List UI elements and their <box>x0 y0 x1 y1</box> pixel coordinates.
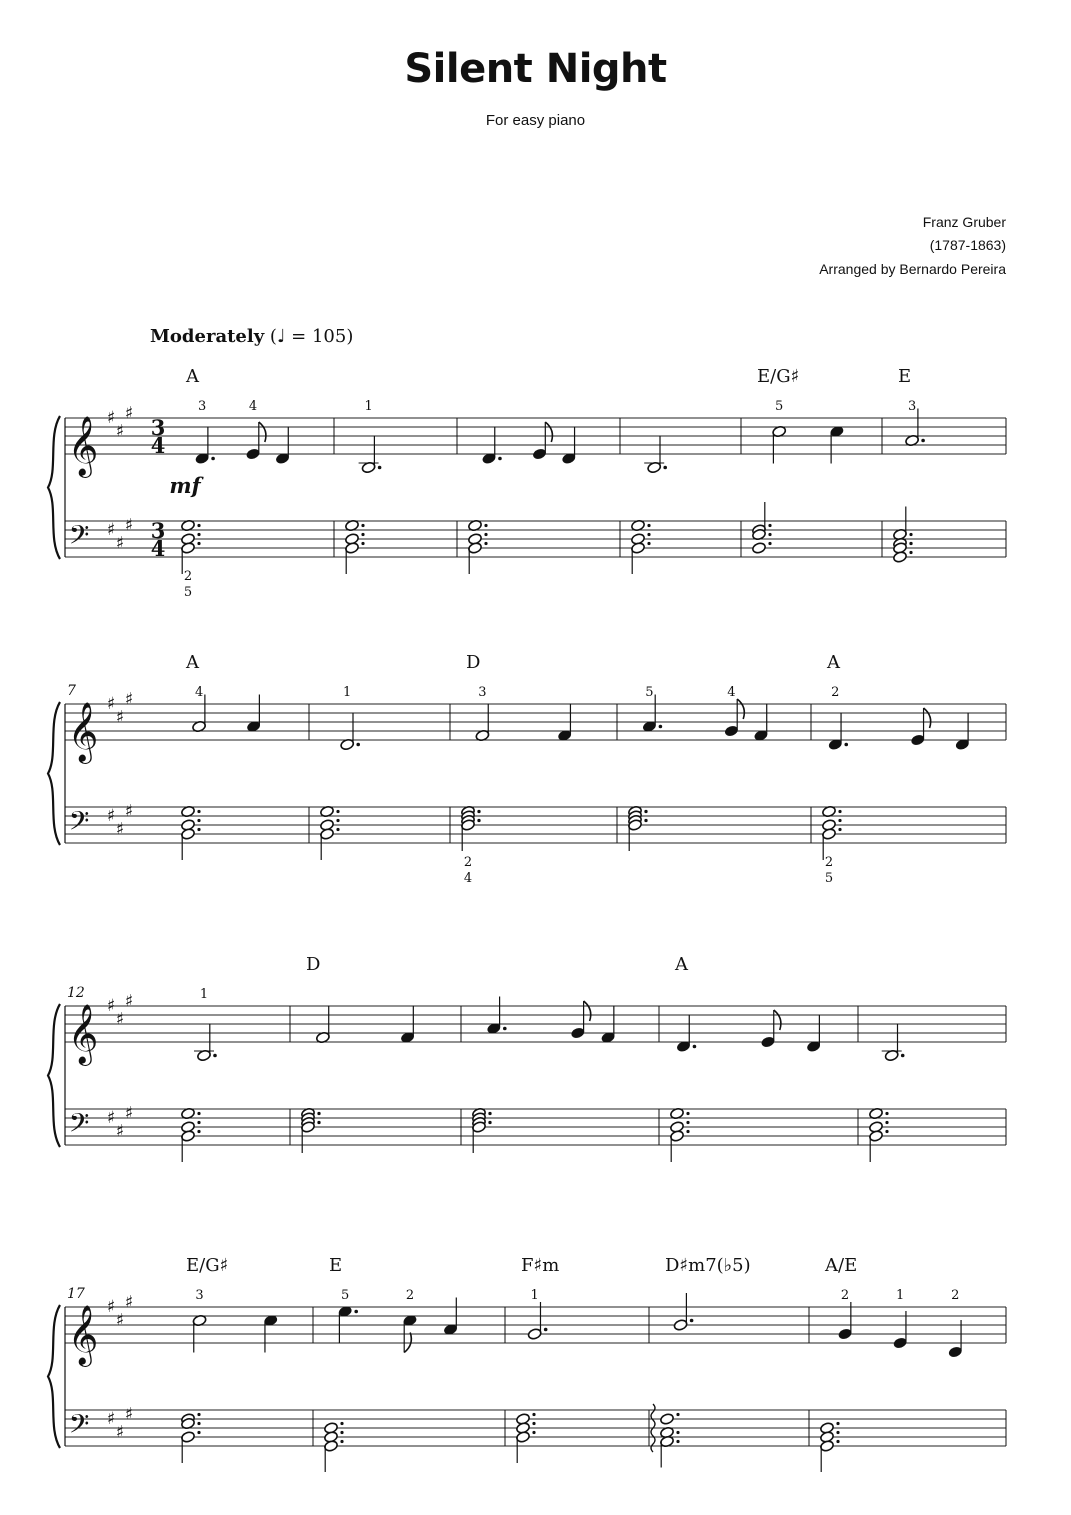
key-sharp-icon: ♯ <box>106 1409 116 1429</box>
dot <box>838 810 841 813</box>
dot <box>686 1121 689 1124</box>
time-signature-numerator: 3 <box>150 415 166 440</box>
dot <box>647 524 650 527</box>
key-sharp-icon: ♯ <box>106 996 116 1016</box>
dot <box>901 1054 905 1058</box>
chord-symbol: D <box>306 954 321 975</box>
chord-symbol: E/G♯ <box>186 1255 229 1276</box>
dot <box>498 457 502 461</box>
chord-symbol: A <box>675 954 688 975</box>
fingering-number: 1 <box>343 685 352 700</box>
bass-chord-note <box>468 542 483 555</box>
time-signature-denominator: 4 <box>150 536 166 561</box>
dot <box>647 542 650 545</box>
dot <box>768 542 771 545</box>
composer-name: Franz Gruber <box>922 214 1006 230</box>
measure-number: 12 <box>67 985 85 1001</box>
fingering-number: 2 <box>831 685 840 700</box>
fingering-number: 3 <box>197 399 207 414</box>
key-sharp-icon: ♯ <box>115 1121 125 1142</box>
dot <box>477 819 480 822</box>
bass-chord-note <box>181 828 196 841</box>
treble-note <box>527 1328 542 1341</box>
key-sharp-icon: ♯ <box>106 1297 116 1317</box>
bass-chord-note <box>345 542 360 555</box>
chord-symbol: A/E <box>825 1255 858 1276</box>
dot <box>909 542 912 545</box>
chord-symbol: E/G♯ <box>757 366 800 387</box>
dot <box>197 524 200 527</box>
dot <box>686 1130 689 1133</box>
dot <box>317 1112 320 1115</box>
key-sharp-icon: ♯ <box>115 1310 125 1331</box>
key-sharp-icon: ♯ <box>115 819 125 840</box>
key-sharp-icon: ♯ <box>124 403 134 424</box>
time-signature-denominator: 4 <box>150 433 166 458</box>
dot <box>488 1121 491 1124</box>
brace <box>48 1305 60 1448</box>
fingering-number: 3 <box>907 399 917 414</box>
key-sharp-icon: ♯ <box>106 520 116 540</box>
treble-note <box>570 1027 585 1040</box>
bass-chord-note <box>869 1130 884 1143</box>
dot <box>477 810 480 813</box>
bass-chord-note <box>631 542 646 555</box>
key-sharp-icon: ♯ <box>115 1422 125 1443</box>
eighth-flag <box>924 708 931 728</box>
lh-fingering-number: 5 <box>824 871 834 886</box>
dot <box>211 457 215 461</box>
dynamic-marking: mf <box>169 473 201 498</box>
dot <box>690 1319 694 1323</box>
treble-clef-icon: 𝄞 <box>67 1305 99 1365</box>
fingering-number: 5 <box>645 685 654 700</box>
dot <box>659 725 663 729</box>
dot <box>361 533 364 536</box>
chord-symbol: A <box>186 652 199 673</box>
fingering-number: 2 <box>840 1288 850 1303</box>
lh-fingering-number: 2 <box>824 855 834 870</box>
chord-symbol: D <box>466 652 481 673</box>
treble-note <box>724 725 739 738</box>
bass-clef-icon: 𝄢 <box>68 518 90 557</box>
chord-symbol: F♯m <box>521 1255 560 1276</box>
eighth-flag <box>737 699 744 719</box>
dot <box>197 542 200 545</box>
dot <box>213 1054 217 1058</box>
dot <box>484 533 487 536</box>
dot <box>197 1422 200 1425</box>
key-sharp-icon: ♯ <box>115 707 125 728</box>
dot <box>356 743 360 747</box>
eighth-flag <box>545 422 552 442</box>
dot <box>885 1130 888 1133</box>
bass-chord-note <box>752 542 767 555</box>
key-sharp-icon: ♯ <box>124 1404 134 1425</box>
bass-chord-note <box>181 1130 196 1143</box>
treble-clef-icon: 𝄞 <box>67 416 99 476</box>
dot <box>885 1112 888 1115</box>
dot <box>361 542 364 545</box>
dot <box>676 1440 679 1443</box>
dot <box>768 533 771 536</box>
key-sharp-icon: ♯ <box>106 1108 116 1128</box>
dot <box>544 1328 548 1332</box>
dot <box>836 1440 839 1443</box>
dot <box>378 466 382 470</box>
bass-chord-note <box>670 1130 685 1143</box>
chord-symbol: E <box>329 1255 343 1276</box>
composer-dates: (1787-1863) <box>929 237 1006 253</box>
key-sharp-icon: ♯ <box>124 1103 134 1124</box>
chord-symbol: D♯m7(♭5) <box>665 1255 751 1276</box>
treble-note <box>761 1036 776 1049</box>
measure-number: 7 <box>67 683 76 699</box>
dot <box>836 1431 839 1434</box>
dot <box>532 1413 535 1416</box>
page-subtitle: For easy piano <box>485 112 586 129</box>
key-sharp-icon: ♯ <box>106 408 116 428</box>
bass-staff <box>65 1407 1006 1446</box>
dot <box>844 743 848 747</box>
dot <box>354 1310 358 1314</box>
fingering-number: 1 <box>530 1288 539 1303</box>
key-sharp-icon: ♯ <box>124 1292 134 1313</box>
dot <box>532 1422 535 1425</box>
dot <box>768 524 771 527</box>
key-sharp-icon: ♯ <box>106 694 116 714</box>
dot <box>336 810 339 813</box>
key-sharp-icon: ♯ <box>115 421 125 442</box>
tempo-bpm: 105 <box>311 326 347 347</box>
chord-symbol: A <box>186 366 199 387</box>
key-sharp-icon: ♯ <box>106 806 116 826</box>
treble-note <box>838 1328 853 1341</box>
treble-clef-icon: 𝄞 <box>67 702 99 762</box>
treble-note <box>893 1337 908 1350</box>
dot <box>336 819 339 822</box>
dot <box>909 551 912 554</box>
dot <box>197 819 200 822</box>
dot <box>644 819 647 822</box>
treble-staff <box>65 704 1006 740</box>
dot <box>197 1431 200 1434</box>
key-sharp-icon: ♯ <box>115 1009 125 1030</box>
bass-chord-note <box>516 1431 531 1444</box>
fingering-number: 1 <box>364 399 373 414</box>
fingering-number: 1 <box>896 1288 905 1303</box>
bass-chord-note <box>822 828 837 841</box>
page-title: Silent Night <box>404 46 667 92</box>
lh-fingering-number: 2 <box>183 569 193 584</box>
dot <box>484 524 487 527</box>
bass-staff <box>65 518 1006 557</box>
dot <box>838 819 841 822</box>
dot <box>340 1422 343 1425</box>
bass-chord-note <box>181 1431 196 1444</box>
treble-note <box>673 1319 688 1332</box>
key-sharp-icon: ♯ <box>124 515 134 536</box>
treble-note <box>532 448 547 461</box>
treble-note <box>910 734 925 747</box>
dot <box>693 1045 697 1049</box>
tempo-word: Moderately <box>150 326 265 347</box>
fingering-number: 3 <box>478 685 487 700</box>
key-sharp-icon: ♯ <box>124 689 134 710</box>
eighth-flag <box>584 1001 591 1021</box>
dot <box>909 533 912 536</box>
dot <box>197 1413 200 1416</box>
dot <box>921 439 925 443</box>
dot <box>532 1431 535 1434</box>
dot <box>838 828 841 831</box>
dot <box>340 1431 343 1434</box>
dot <box>197 828 200 831</box>
dot <box>484 542 487 545</box>
bass-staff <box>65 804 1006 843</box>
bass-chord-note <box>893 551 908 564</box>
eighth-flag <box>774 1010 781 1030</box>
bass-staff <box>65 1106 1006 1145</box>
dot <box>885 1121 888 1124</box>
dot <box>644 810 647 813</box>
fingering-number: 3 <box>195 1288 204 1303</box>
bass-chord-note <box>324 1440 339 1453</box>
brace <box>48 1004 60 1147</box>
treble-note <box>246 448 261 461</box>
fingering-number: 1 <box>199 987 209 1002</box>
dot <box>340 1440 343 1443</box>
dot <box>361 524 364 527</box>
chord-symbol: E <box>898 366 912 387</box>
dot <box>686 1112 689 1115</box>
dot <box>197 1121 200 1124</box>
dot <box>197 533 200 536</box>
dot <box>503 1027 507 1031</box>
brace <box>48 416 60 559</box>
bass-chord-note <box>660 1413 675 1426</box>
fingering-number: 5 <box>341 1288 350 1303</box>
dot <box>197 1112 200 1115</box>
fingering-number: 5 <box>775 399 784 414</box>
lh-fingering-number: 5 <box>183 585 193 600</box>
bass-chord-note <box>820 1440 835 1453</box>
fingering-number: 2 <box>951 1288 960 1303</box>
treble-staff <box>65 1006 1006 1042</box>
key-sharp-icon: ♯ <box>124 801 134 822</box>
quarter-note-icon: ♩ <box>276 326 286 347</box>
dot <box>336 828 339 831</box>
bass-chord-note <box>320 828 335 841</box>
arranger-credit: Arranged by Bernardo Pereira <box>819 261 1006 277</box>
dot <box>676 1413 679 1416</box>
dot <box>197 1130 200 1133</box>
bass-clef-icon: 𝄢 <box>68 804 90 843</box>
fingering-number: 4 <box>194 685 204 700</box>
dot <box>197 810 200 813</box>
fingering-number: 4 <box>248 399 258 414</box>
time-signature-numerator: 3 <box>150 518 166 543</box>
dot <box>663 466 667 470</box>
fingering-number: 4 <box>727 685 736 700</box>
bass-chord-note <box>181 542 196 555</box>
lh-fingering-number: 4 <box>463 871 473 886</box>
bass-clef-icon: 𝄢 <box>68 1106 90 1145</box>
bass-clef-icon: 𝄢 <box>68 1407 90 1446</box>
treble-clef-icon: 𝄞 <box>67 1004 99 1064</box>
lh-fingering-number: 2 <box>463 855 473 870</box>
measure-number: 17 <box>67 1286 85 1302</box>
treble-note <box>948 1346 963 1359</box>
dot <box>317 1121 320 1124</box>
treble-staff <box>65 418 1006 454</box>
dot <box>836 1422 839 1425</box>
dot <box>676 1431 679 1434</box>
brace <box>48 702 60 845</box>
fingering-number: 2 <box>405 1288 415 1303</box>
dot <box>647 533 650 536</box>
key-sharp-icon: ♯ <box>124 991 134 1012</box>
eighth-flag <box>259 422 266 442</box>
key-sharp-icon: ♯ <box>115 533 125 554</box>
tempo-marking: Moderately (♩ = 105) <box>150 326 354 347</box>
dot <box>488 1112 491 1115</box>
chord-symbol: A <box>827 652 840 673</box>
